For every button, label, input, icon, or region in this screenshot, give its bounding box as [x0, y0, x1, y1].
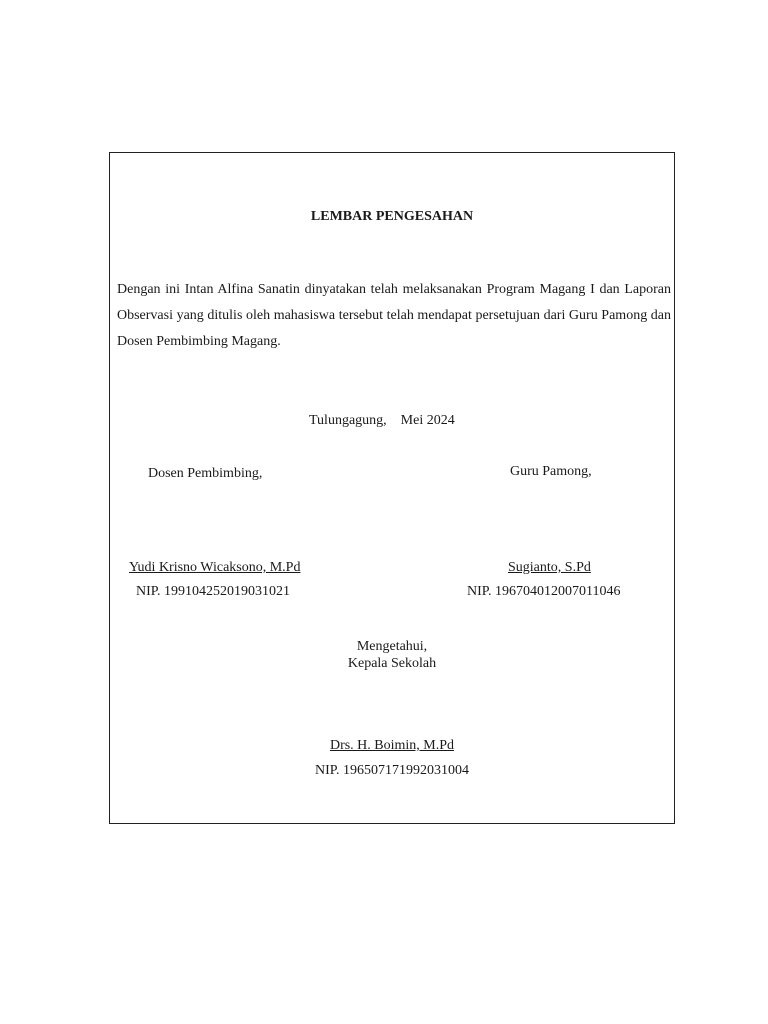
month-year-text: Mei 2024 [400, 413, 455, 428]
left-signatory-nip: NIP. 199104252019031021 [136, 584, 291, 599]
approval-line-2: Kepala Sekolah [347, 656, 437, 671]
right-signatory-role: Guru Pamong, [510, 464, 592, 479]
approval-statement: Dengan ini Intan Alfina Sanatin dinyatakan telah melaksanakan Program Magang I dan Laporan Observasi yang ditulis oleh mahasiswa tersebut telah mendapat persetujuan dari Guru Pamong dan Dosen Pembimbing Magang. [117, 282, 671, 349]
left-signatory-role: Dosen Pembimbing, [148, 466, 263, 481]
right-signatory-nip: NIP. 196704012007011046 [467, 584, 621, 599]
right-signatory-name: Sugianto, S.Pd [508, 560, 591, 575]
approval-block [110, 638, 674, 672]
headmaster-name-text: Drs. H. Boimin, M.Pd [329, 738, 455, 753]
page-title: LEMBAR PENGESAHAN [310, 209, 474, 224]
place-text: Tulungagung, [309, 413, 387, 428]
left-signatory-name: Yudi Krisno Wicaksono, M.Pd [129, 560, 301, 575]
headmaster-name [110, 738, 674, 754]
approval-sheet-frame [109, 152, 675, 824]
headmaster-nip: NIP. 196507171992031004 [314, 763, 469, 778]
date-line [309, 413, 455, 429]
approval-line-1: Mengetahui, [356, 639, 428, 654]
